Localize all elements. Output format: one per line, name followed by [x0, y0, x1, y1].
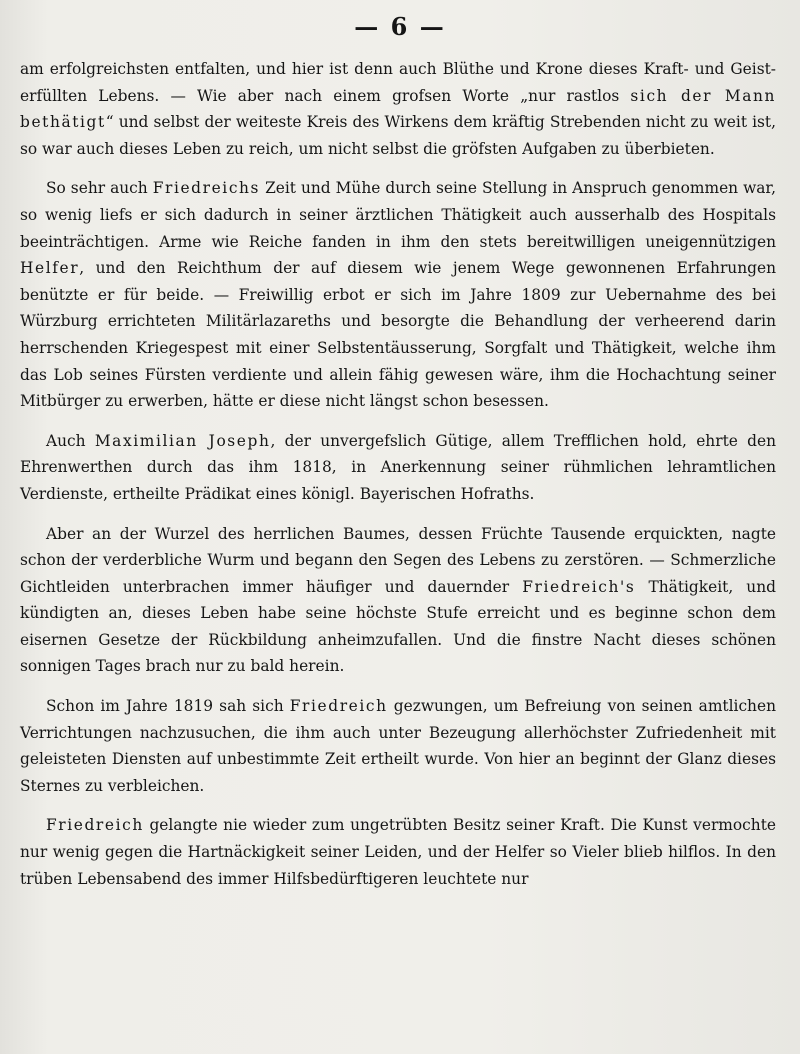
body-text — [20, 56, 776, 905]
text-segment: , und den Reichthum der auf diesem wie jenem Wege gewonnenen Erfahrungen benützte er für beide. — Freiwillig erbot er sich im Jahre 1809 zur Uebernahme des bei Würzburg errichteten Militärlazareths und besorgte die Behandlung der verheerend darin herrschenden Kriegespest mit einer Selbstentäusserung, Sorgfalt und Thätigkeit, welche ihm das Lob seines Fürsten verdiente und allein fähig gewesen wäre, ihm die Hochachtung seiner Mitbürger zu erwerben, hätte er diese nicht längst schon besessen. — [20, 259, 776, 411]
text-segment: gezwungen, um Befreiung von seinen amtlichen Verrichtungen nachzusuchen, die ihm auch unter Bezeugung allerhöchster Zufriedenheit mit geleisteten Diensten auf unbestimmte Zeit ertheilt wurde. Von hier an beginnt der Glanz dieses Sternes zu verbleichen. — [20, 697, 776, 795]
paragraph-5 — [20, 693, 776, 799]
paragraph-2 — [20, 175, 776, 414]
text-segment: Zeit und Mühe durch seine Stellung in Anspruch genommen war, so wenig liefs er sich dadurch in seiner ärztlichen Thätigkeit auch ausserhalb des Hospitals beeinträchtigen. Arme wie Reiche fanden in ihm den stets bereitwilligen uneigennützigen — [20, 179, 776, 251]
emphasized-name: Maximilian Joseph — [94, 431, 271, 450]
emphasized-name: Friedreich's — [522, 577, 636, 596]
emphasized-name: Friedreich — [46, 816, 144, 835]
text-segment: gelangte nie wieder zum ungetrübten Besitz seiner Kraft. Die Kunst vermochte nur wenig gegen die Hartnäckigkeit seiner Leiden, und der Helfer so Vieler blieb hilflos. In den trüben Lebensabend des immer Hilfsbedürftigeren leuchtete nur — [20, 816, 776, 888]
text-segment: am erfolgreichsten entfalten, und hier ist denn auch Blüthe und Krone dieses Kraft- und Geist-erfüllten Lebens. — Wie aber nach einem grofsen Worte „nur rastlos — [20, 60, 776, 105]
text-segment: “ und selbst der weiteste Kreis des Wirkens dem kräftig Strebenden nicht zu weit ist, so war auch dieses Leben zu reich, um nicht selbst die gröfsten Aufgaben zu überbieten. — [20, 113, 776, 158]
emphasized-name: Friedreichs — [152, 179, 261, 198]
text-segment: So sehr auch — [46, 179, 153, 198]
paragraph-6 — [20, 812, 776, 892]
text-segment: Schon im Jahre 1819 sah sich — [46, 697, 290, 716]
emphasized-word: Helfer — [20, 259, 80, 278]
page-number: — 6 — — [354, 12, 446, 41]
text-segment: Aber an der Wurzel des herrlichen Baumes, dessen Früchte Tausende erquickten, nagte schon der verderbliche Wurm und begann den Segen des Lebens zu zerstören. — Schmerzliche Gichtleiden unterbrachen immer häufiger und dauernder — [20, 524, 776, 596]
paragraph-3 — [20, 428, 776, 508]
paragraph-1 — [20, 56, 776, 162]
text-segment: , der unvergefslich Gütige, allem Trefflichen hold, ehrte den Ehrenwerthen durch das ihm 1818, in Anerkennung seiner rühmlichen lehramtlichen Verdienste, ertheilte Prädikat eines königl. Bayerischen Hofraths. — [20, 431, 776, 503]
text-segment: Auch — [46, 431, 95, 450]
paragraph-4 — [20, 521, 776, 681]
emphasized-name: Friedreich — [289, 697, 388, 716]
text-segment: Thätigkeit, und kündigten an, dieses Leben habe seine höchste Stufe erreicht und es beginne schon dem eisernen Gesetze der Rückbildung anheimzufallen. Und die finstre Nacht dieses schönen sonnigen Tages brach nur zu bald herein. — [20, 577, 776, 676]
emphasized-phrase: sich der Mann bethätigt — [20, 86, 777, 132]
